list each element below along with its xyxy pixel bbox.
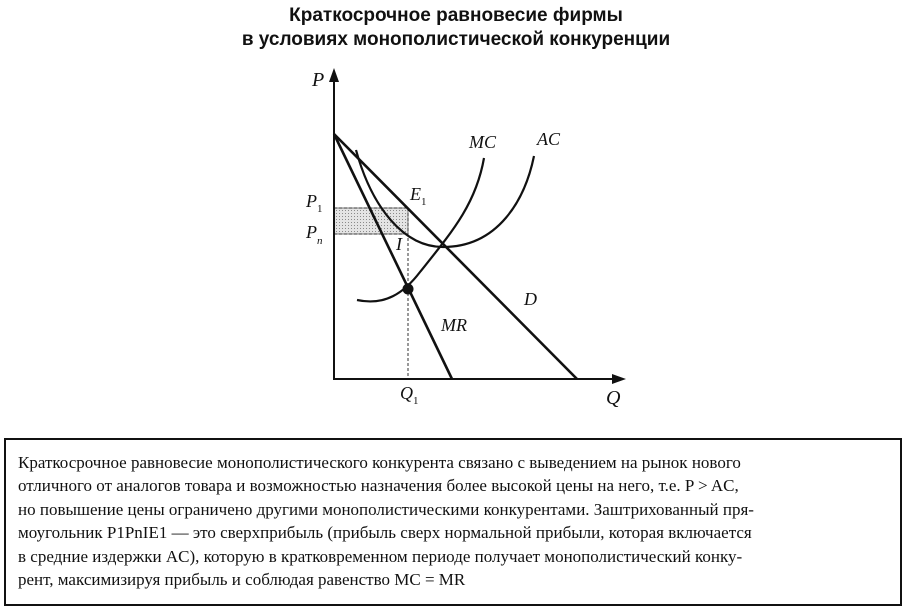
diagram-title-line1: Краткосрочное равновесие фирмы bbox=[289, 5, 623, 26]
marginal-revenue-curve bbox=[334, 134, 452, 379]
ac-label: AC bbox=[537, 129, 561, 149]
q1-label: $Q_1$ bbox=[400, 383, 419, 407]
caption-line-4: моугольник P1PnIE1 — это сверхприбыль (прибыль сверх нормальной прибыли, которая включается bbox=[18, 523, 752, 543]
p1-label: $P_1$ bbox=[306, 191, 323, 215]
demand-curve bbox=[334, 134, 577, 379]
caption-line-5: в средние издержки AC), которую в кратковременном периоде получает монополистический конку- bbox=[18, 546, 743, 566]
caption-line-3: но повышение цены ограничено другими монополистическими конкурентами. Заштрихованный пря- bbox=[18, 499, 754, 519]
x-axis-label: Q bbox=[606, 387, 621, 409]
mr-label: MR bbox=[441, 315, 467, 335]
y-axis-label: P bbox=[312, 69, 325, 91]
e1-label: $E_1$ bbox=[410, 184, 427, 208]
caption-line-1: Краткосрочное равновесие монополистического конкурента связано с выведением на рынок нового bbox=[18, 453, 741, 472]
y-axis-arrow bbox=[329, 68, 339, 82]
i-label: I bbox=[396, 234, 402, 254]
demand-label: D bbox=[524, 289, 537, 309]
mc-label: MC bbox=[469, 132, 496, 152]
equilibrium-point bbox=[403, 284, 414, 295]
caption-line-6: рент, максимизируя прибыль и соблюдая равенство MC = MR bbox=[18, 570, 466, 590]
diagram-title-line2: в условиях монополистической конкуренции bbox=[241, 29, 671, 50]
caption-line-2: отличного от аналогов товара и возможностью назначения более высокой цены на него, т.е. P > AC, bbox=[18, 476, 739, 496]
pn-label: $P_n$ bbox=[306, 222, 323, 247]
caption-text bbox=[18, 451, 888, 591]
x-axis-arrow bbox=[612, 374, 626, 384]
